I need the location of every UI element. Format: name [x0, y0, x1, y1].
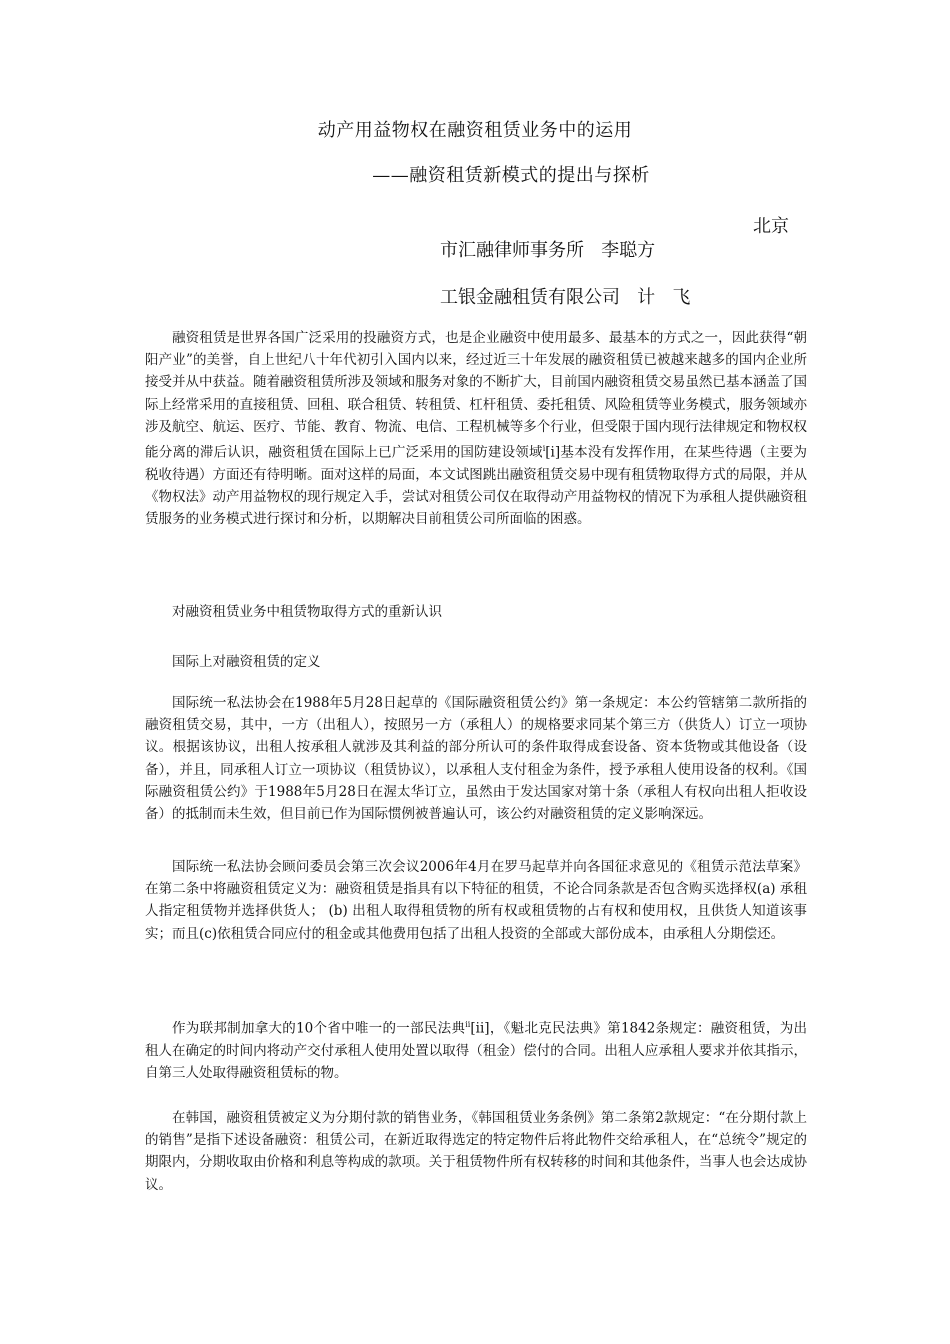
footnote-marker: i: [542, 444, 546, 454]
paragraph-korea: 在韩国，融资租赁被定义为分期付款的销售业务，《韩国租赁业务条例》第二条第2款规定：“在分期付款上的销售”是指下述设备融资：租赁公司，在新近取得选定的特定物件后将此物件交给承租人，在“总统令”规定的期限内，分期收取由价格和利息等构成的款项。关于租赁物件所有权转移的时间和其他条件，当事人也会达成协议。: [145, 1110, 807, 1193]
paragraph-unidroit-convention: 国际统一私法协会在1988年5月28日起草的《国际融资租赁公约》第一条规定：本公约管辖第二款所指的融资租赁交易，其中，一方（出租人），按照另一方（承租人）的规格要求同某个第三方（供货人）订立一项协议。根据该协议，出租人按承租人就涉及其利益的部分所认可的条件取得成套设备、资本货物或其他设备（设备），并且，同承租人订立一项协议（租赁协议），以承租人支付租金为条件，授予承租人使用设备的权利。《国际融资租赁公约》于1988年5月28日在渥太华订立，虽然由于发达国家对第十条（承租人有权向出租人拒收设备）的抵制而未生效，但目前已作为国际惯例被普遍认可，该公约对融资租赁的定义影响深远。: [145, 695, 807, 823]
section-heading: 对融资租赁业务中租赁物取得方式的重新认识: [172, 604, 442, 620]
author-line-2: 市汇融律师事务所 李聪方: [440, 240, 656, 261]
subsection-heading: 国际上对融资租赁的定义: [172, 654, 321, 670]
document-subtitle: ——融资租赁新模式的提出与探析: [372, 165, 650, 186]
intro-text-part2: 基本没有发挥作用，在某些待遇（主要为税收待遇）方面还有待明晰。面对这样的局面，本文试图跳出融资租赁交易中现有租赁物取得方式的局限，并从《物权法》动产用益物权的现行规定入手，尝试对租赁公司仅在取得动产用益物权的情况下为承租人提供融资租赁服务的业务模式进行探讨和分析，以期解决目前租赁公司所面临的困惑。: [145, 444, 808, 528]
document-title: 动产用益物权在融资租赁业务中的运用: [317, 120, 633, 141]
paragraph-model-law: 国际统一私法协会顾问委员会第三次会议2006年4月在罗马起草并向各国征求意见的《租赁示范法草案》在第二条中将融资租赁定义为：融资租赁是指具有以下特征的租赁，不论合同条款是否包含购买选择权(a) 承租人指定租赁物并选择供货人； (b) 出租人取得租赁物的所有权或租赁物的占有权和使用权，且供货人知道该事实；而且(c)依租赁合同应付的租金或其他费用包括了出租人投资的全部或大部份成本，由承租人分期偿还。: [145, 859, 807, 942]
intro-paragraph: [145, 327, 807, 530]
intro-text-part1: 融资租赁是世界各国广泛采用的投融资方式，也是企业融资中使用最多、最基本的方式之一，因此获得“朝阳产业”的美誉，自上世纪八十年代初引入国内以来，经过近三十年发展的融资租赁已被越来越多的国内企业所接受并从中获益。随着融资租赁所涉及领域和服务对象的不断扩大，目前国内融资租赁交易虽然已基本涵盖了国际上经常采用的直接租赁、回租、联合租赁、转租赁、杠杆租赁、委托租赁、风险租赁等业务模式，服务领域亦涉及航空、航运、医疗、节能、教育、物流、电信、工程机械等多个行业，但受限于国内现行法律规定和物权权能分离的滞后认识，融资租赁在国际上已广泛采用的国防建设领域: [145, 330, 807, 461]
author-line-1: 北京: [753, 216, 789, 237]
quebec-text-part2: ，《魁北克民法典》第1842条规定：融资租赁，为出租人在确定的时间内将动产交付承租人使用处置以取得（租金）偿付的合同。出租人应承租人要求并依其指示，自第三人处取得融资租赁标的物。: [145, 1020, 808, 1081]
footnote-ref-ii[interactable]: [ii]: [470, 1020, 490, 1037]
footnote-marker: ii: [465, 1020, 471, 1029]
author-line-3: 工银金融租赁有限公司 计 飞: [440, 287, 691, 308]
footnote-ref-i[interactable]: [i]: [545, 444, 561, 461]
paragraph-quebec-code: [145, 1014, 807, 1084]
quebec-text-part1: 作为联邦制加拿大的10个省中唯一的一部民法典: [172, 1020, 466, 1037]
